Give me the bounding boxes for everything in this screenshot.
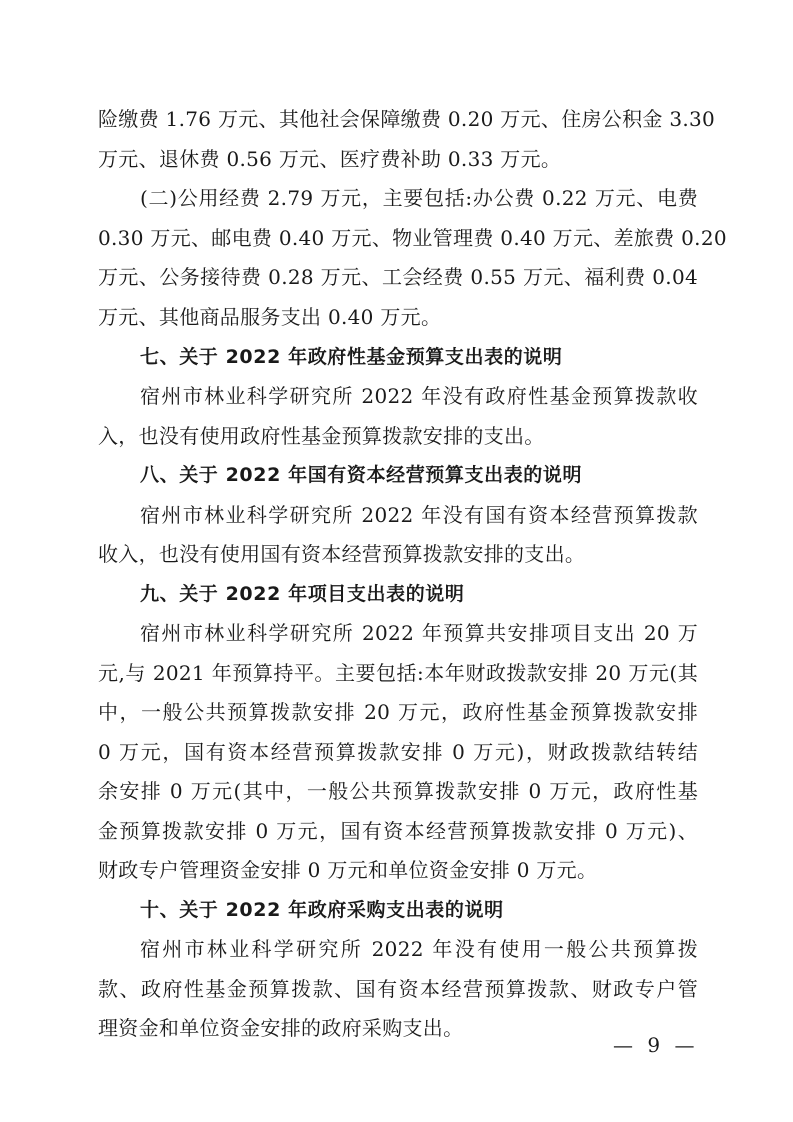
body-line: 宿州市林业科学研究所 2022 年预算共安排项目支出 20 万 <box>140 621 698 645</box>
body-line: 宿州市林业科学研究所 2022 年没有国有资本经营预算拨款 <box>140 503 698 527</box>
body-line: 万元、公务接待费 0.28 万元、工会经费 0.55 万元、福利费 0.04 <box>98 265 698 289</box>
section-heading: 九、关于 2022 年项目支出表的说明 <box>140 583 465 605</box>
page-number: — 9 — <box>613 1033 699 1057</box>
body-line: 险缴费 1.76 万元、其他社会保障缴费 0.20 万元、住房公积金 3.30 <box>98 107 716 131</box>
section-heading: 七、关于 2022 年政府性基金预算支出表的说明 <box>140 346 563 368</box>
body-line: 宿州市林业科学研究所 2022 年没有使用一般公共预算拨 <box>140 937 698 961</box>
body-line: 余安排 0 万元(其中，一般公共预算拨款安排 0 万元，政府性基 <box>98 779 698 803</box>
body-line: 入，也没有使用政府性基金预算拨款安排的支出。 <box>98 424 545 448</box>
body-line: 元,与 2021 年预算持平。主要包括:本年财政拨款安排 20 万元(其 <box>98 661 698 685</box>
body-line: 万元、退休费 0.56 万元、医疗费补助 0.33 万元。 <box>98 147 562 171</box>
body-line: 万元、其他商品服务支出 0.40 万元。 <box>98 305 442 329</box>
body-line: 宿州市林业科学研究所 2022 年没有政府性基金预算拨款收 <box>140 384 698 408</box>
body-line: 收入，也没有使用国有资本经营预算拨款安排的支出。 <box>98 542 586 566</box>
body-line: 0 万元，国有资本经营预算拨款安排 0 万元)，财政拨款结转结 <box>98 740 698 764</box>
body-line: 金预算拨款安排 0 万元，国有资本经营预算拨款安排 0 万元)、 <box>98 819 698 843</box>
body-line: 0.30 万元、邮电费 0.40 万元、物业管理费 0.40 万元、差旅费 0.20 <box>98 226 727 250</box>
body-line: 款、政府性基金预算拨款、国有资本经营预算拨款、财政专户管 <box>98 977 698 1001</box>
body-line: 中，一般公共预算拨款安排 20 万元，政府性基金预算拨款安排 <box>98 700 698 724</box>
body-line: (二)公用经费 2.79 万元，主要包括:办公费 0.22 万元、电费 <box>140 186 698 210</box>
section-heading: 十、关于 2022 年政府采购支出表的说明 <box>140 899 504 921</box>
body-line: 理资金和单位资金安排的政府采购支出。 <box>98 1016 464 1040</box>
section-heading: 八、关于 2022 年国有资本经营预算支出表的说明 <box>140 464 583 486</box>
body-line: 财政专户管理资金安排 0 万元和单位资金安排 0 万元。 <box>98 858 598 882</box>
